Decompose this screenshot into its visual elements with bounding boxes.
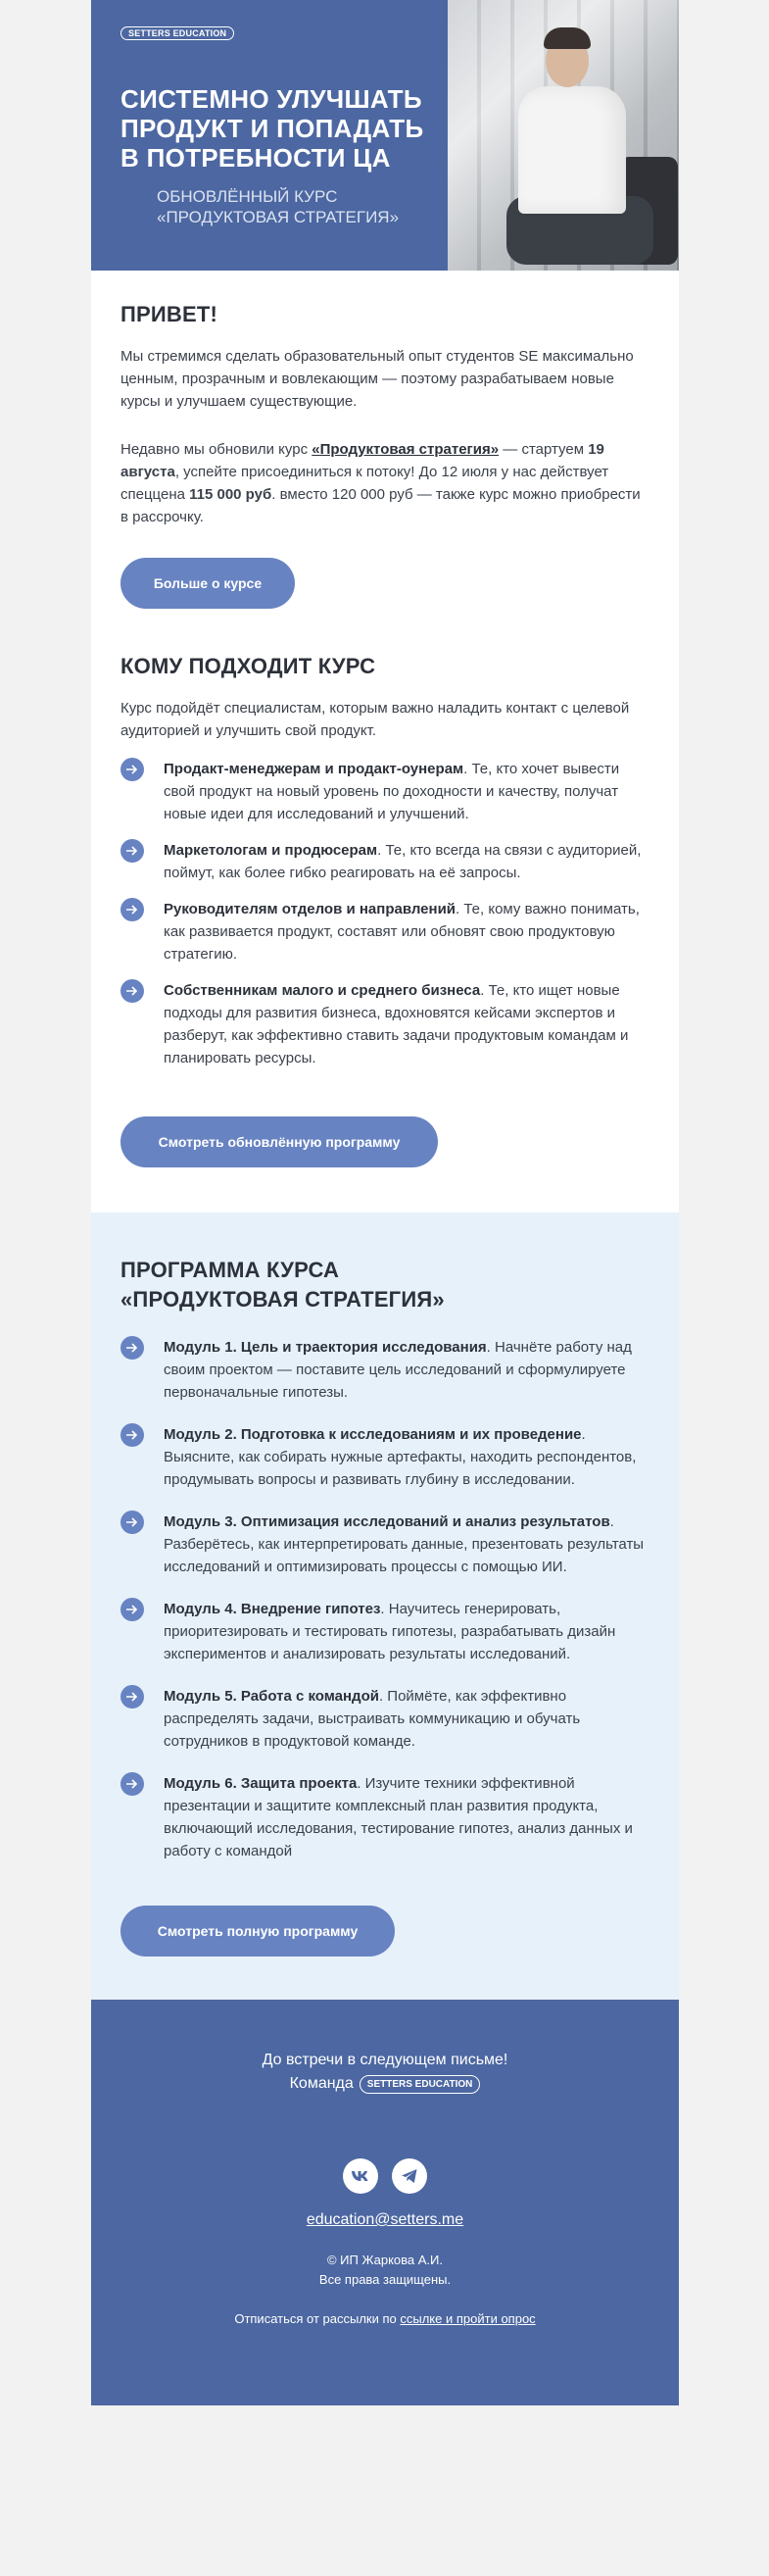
audience-list [120,758,649,1069]
hero-title-line: ПРОДУКТ И ПОПАДАТЬ [120,114,424,143]
greeting-heading: ПРИВЕТ! [120,302,218,326]
hero-banner [91,0,679,271]
farewell-text: До встречи в следующем письме! [262,2052,508,2068]
email-container [91,0,679,2405]
social-links [91,2158,679,2194]
photo-person-hair [544,27,591,49]
footer [91,2000,679,2405]
contact-email-link[interactable]: education@setters.me [306,2211,464,2228]
module-item: Модуль 3. Оптимизация исследований и анализ результатов. Разберётесь, как интерпретировать данные, презентовать результаты исследований и оптимизировать процессы с помощью ИИ. [120,1511,649,1578]
full-program-button[interactable]: Смотреть полную программу [120,1906,395,1957]
hero-subtitle-line: «ПРОДУКТОВАЯ СТРАТЕГИЯ» [157,208,400,226]
hero-subtitle [157,186,448,227]
hero-title-line: В ПОТРЕБНОСТИ ЦА [120,143,391,173]
start-date: 19 августа [120,441,604,480]
special-price: 115 000 руб [189,486,272,503]
audience-item: Маркетологам и продюсерам. Те, кто всегда на связи с аудиторией, поймут, как более гибко реагировать на её запросы. [120,839,649,884]
footer-brand-logo[interactable]: SETTERS EDUCATION [360,2075,481,2094]
hero-subtitle-line: ОБНОВЛЁННЫЙ КУРС [157,187,338,206]
arrow-right-icon [120,758,144,781]
audience-item: Руководителям отделов и направлений. Те, кому важно понимать, как развивается продукт, составят или обновят свою продуктовую стратегию. [120,898,649,966]
hero-photo [448,0,679,271]
audience-item: Собственникам малого и среднего бизнеса. Те, кто ищет новые подходы для развития бизнеса, вдохновятся кейсами экспертов и разберут, как эффективно ставить задачи продуктовым командам и планировать ресурсы. [120,979,649,1069]
audience-heading: КОМУ ПОДХОДИТ КУРС [120,654,376,678]
copyright: © ИП Жаркова А.И. Все права защищены. [318,2253,452,2287]
program-section [91,1213,679,2000]
intro-paragraph: Мы стремимся сделать образовательный опыт студентов SE максимально ценным, прозрачным и вовлекающим — поэтому разрабатываем новые курсы и улучшаем существующие. [120,348,634,410]
unsubscribe-link[interactable]: ссылке и пройти опрос [400,2311,536,2326]
updated-program-button[interactable]: Смотреть обновлённую программу [120,1116,438,1167]
more-about-course-button[interactable]: Больше о курсе [120,558,295,609]
audience-item: Продакт-менеджерам и продакт-оунерам. Те, кто хочет вывести свой продукт на новый уровень по доходности и качеству, получат новые идеи для исследований и улучшений. [120,758,649,825]
hero-text [91,0,448,271]
arrow-right-icon [120,839,144,863]
vk-icon[interactable] [343,2158,378,2194]
intro-section [91,271,679,1213]
module-item: Модуль 1. Цель и траектория исследования. Начнёте работу над своим проектом — поставите цель исследований и сформулируете первоначальные гипотезы. [120,1336,649,1404]
telegram-icon[interactable] [392,2158,427,2194]
arrow-right-icon [120,1598,144,1621]
arrow-right-icon [120,1685,144,1709]
course-link[interactable]: «Продуктовая стратегия» [312,441,500,458]
hero-title [120,84,448,173]
module-item: Модуль 4. Внедрение гипотез. Научитесь генерировать, приоритезировать и тестировать гипотезы, разрабатывать дизайн экспериментов и анализировать результаты исследований. [120,1598,649,1665]
audience-lead: Курс подойдёт специалистам, которым важно наладить контакт с целевой аудиторией и улучшить свой продукт. [120,700,630,739]
offer-paragraph: Недавно мы обновили курс «Продуктовая стратегия» — стартуем 19 августа, успейте присоединиться к потоку! До 12 июля у нас действует спеццена 115 000 руб. вместо 120 000 руб — также курс можно приобрести в рассрочку. [120,441,641,525]
module-item: Модуль 2. Подготовка к исследованиям и их проведение. Выясните, как собирать нужные артефакты, находить респондентов, продумывать вопросы и развивать глубину в исследовании. [120,1423,649,1491]
team-line: Команда SETTERS EDUCATION [91,2072,679,2096]
arrow-right-icon [120,1336,144,1360]
module-item: Модуль 5. Работа с командой. Поймёте, как эффективно распределять задачи, выстраивать коммуникацию и обучать сотрудников в продуктовой команде. [120,1685,649,1753]
hero-title-line: СИСТЕМНО УЛУЧШАТЬ [120,84,422,114]
arrow-right-icon [120,1423,144,1447]
photo-person-body [518,86,626,214]
unsubscribe-line: Отписаться от рассылки по ссылке и пройти опрос [234,2311,536,2326]
module-item: Модуль 6. Защита проекта. Изучите техники эффективной презентации и защитите комплексный план развития продукта, включающий исследования, тестирование гипотез, анализ данных и работу с командой [120,1772,649,1862]
program-heading: ПРОГРАММА КУРСА «ПРОДУКТОВАЯ СТРАТЕГИЯ» [120,1258,445,1312]
arrow-right-icon [120,1772,144,1796]
arrow-right-icon [120,979,144,1003]
arrow-right-icon [120,898,144,921]
module-list [120,1336,649,1862]
arrow-right-icon [120,1511,144,1534]
brand-logo[interactable]: SETTERS EDUCATION [120,26,234,40]
